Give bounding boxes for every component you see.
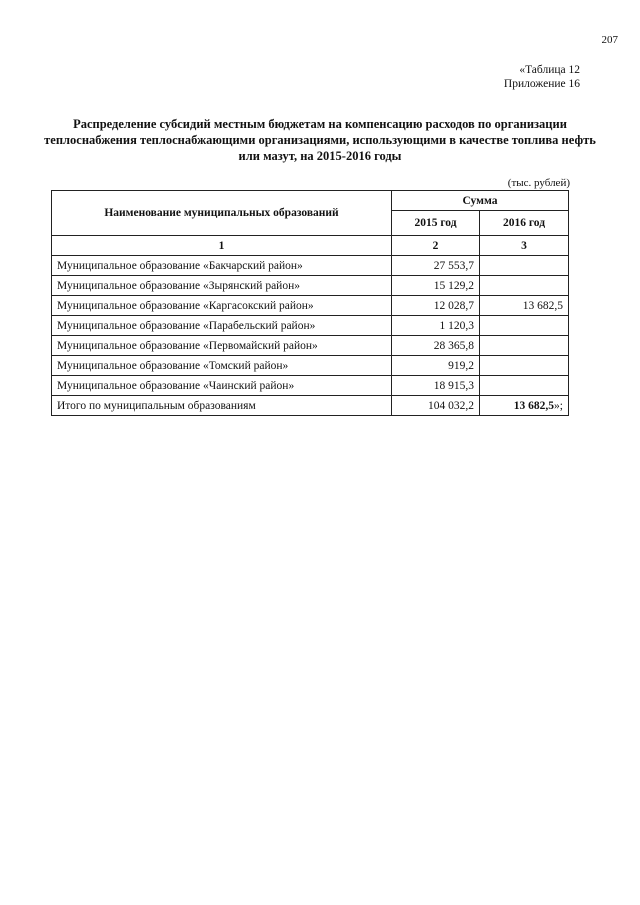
- amount-2015: 28 365,8: [392, 336, 480, 356]
- table-row: [52, 316, 569, 336]
- total-2016-cell: [480, 396, 569, 416]
- table-row: [52, 256, 569, 276]
- amount-2016: [480, 276, 569, 296]
- column-number-3: 3: [480, 236, 569, 256]
- amount-2016: [480, 336, 569, 356]
- appendix-reference: Приложение 16: [503, 78, 580, 90]
- amount-2016: 13 682,5: [480, 296, 569, 316]
- header-year-2015: 2015 год: [392, 211, 480, 236]
- municipality-name: Муниципальное образование «Чаинский район»: [52, 376, 392, 396]
- table-row: [52, 336, 569, 356]
- amount-2015: 18 915,3: [392, 376, 480, 396]
- units-label: (тыс. рублей): [507, 177, 570, 189]
- total-label: Итого по муниципальным образованиям: [52, 396, 392, 416]
- municipality-name: Муниципальное образование «Томский район»: [52, 356, 392, 376]
- amount-2016: [480, 356, 569, 376]
- header-sum: Сумма: [392, 191, 569, 211]
- municipality-name: Муниципальное образование «Зырянский район»: [52, 276, 392, 296]
- total-2015: 104 032,2: [392, 396, 480, 416]
- total-row: [52, 396, 569, 416]
- subsidy-table: [51, 190, 569, 416]
- municipality-name: Муниципальное образование «Каргасокский район»: [52, 296, 392, 316]
- column-number-row: [52, 236, 569, 256]
- table-row: [52, 296, 569, 316]
- table-reference: «Таблица 12: [519, 64, 580, 76]
- column-number-2: 2: [392, 236, 480, 256]
- amount-2015: 12 028,7: [392, 296, 480, 316]
- page-number: 207: [601, 34, 618, 46]
- amount-2015: 1 120,3: [392, 316, 480, 336]
- municipality-name: Муниципальное образование «Парабельский район»: [52, 316, 392, 336]
- amount-2016: [480, 256, 569, 276]
- municipality-name: Муниципальное образование «Первомайский район»: [52, 336, 392, 356]
- table-caption: [504, 63, 580, 91]
- amount-2016: [480, 316, 569, 336]
- amount-2015: 919,2: [392, 356, 480, 376]
- document-title: Распределение субсидий местным бюджетам на компенсацию расходов по организации теплоснабжения теплоснабжающими организациями, использующими в качестве топлива нефть или мазут, на 2015-2016 годы: [44, 117, 596, 163]
- amount-2016: [480, 376, 569, 396]
- column-number-1: 1: [52, 236, 392, 256]
- amount-2015: 27 553,7: [392, 256, 480, 276]
- table-row: [52, 376, 569, 396]
- total-2016: 13 682,5: [513, 399, 555, 412]
- header-municipality-name: Наименование муниципальных образований: [52, 191, 392, 236]
- table-row: [52, 356, 569, 376]
- table-header-row: [52, 191, 569, 211]
- amount-2015: 15 129,2: [392, 276, 480, 296]
- closing-quote: »;: [554, 399, 563, 412]
- header-year-2016: 2016 год: [480, 211, 569, 236]
- municipality-name: Муниципальное образование «Бакчарский район»: [52, 256, 392, 276]
- table-row: [52, 276, 569, 296]
